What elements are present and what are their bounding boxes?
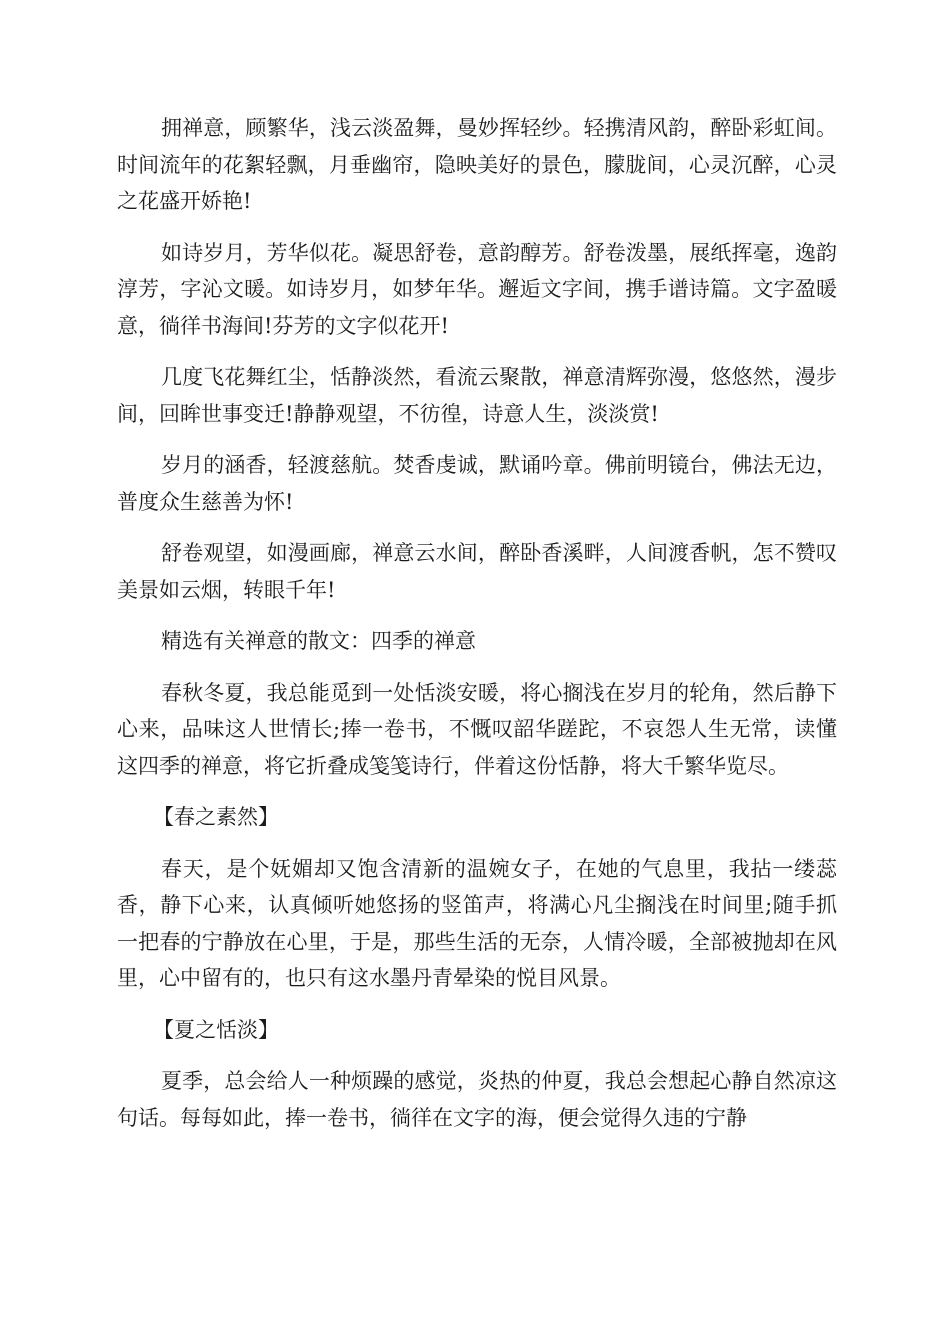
document-page [117, 110, 837, 1151]
paragraph-7: 春天，是个妩媚却又饱含清新的温婉女子，在她的气息里，我拈一缕蕊香，静下心来，认真倾听她悠扬的竖笛声，将满心凡尘搁浅在时间里;随手抓一把春的宁静放在心里，于是，那些生活的无奈，人情冷暖，全部被抛却在风里，心中留有的，也只有这水墨丹青晕染的悦目风景。 [117, 856, 837, 990]
paragraph-2: 如诗岁月，芳华似花。凝思舒卷，意韵醇芳。舒卷泼墨，展纸挥毫，逸韵淳芳，字沁文暖。如诗岁月，如梦年华。邂逅文字间，携手谱诗篇。文字盈暖意，徜徉书海间!芬芳的文字似花开! [117, 240, 837, 338]
paragraph-5: 舒卷观望，如漫画廊，禅意云水间，醉卧香溪畔，人间渡香帆，怎不赞叹美景如云烟，转眼千年! [117, 541, 837, 602]
paragraph-1: 拥禅意，顾繁华，浅云淡盈舞，曼妙挥轻纱。轻携清风韵，醉卧彩虹间。时间流年的花絮轻飘，月垂幽帘，隐映美好的景色，朦胧间，心灵沉醉，心灵之花盛开娇艳! [117, 116, 837, 213]
essay-heading: 精选有关禅意的散文：四季的禅意 [161, 629, 476, 653]
paragraph-8: 夏季，总会给人一种烦躁的感觉，炎热的仲夏，我总会想起心静自然凉这句话。每每如此，捧一卷书，徜徉在文字的海，便会觉得久违的宁静 [117, 1069, 837, 1130]
paragraph-6: 春秋冬夏，我总能觅到一处恬淡安暖，将心搁浅在岁月的轮角，然后静下心来，品味这人世情长;捧一卷书，不慨叹韶华蹉跎，不哀怨人生无常，读懂这四季的禅意，将它折叠成笺笺诗行，伴着这份恬静，将大千繁华览尽。 [117, 680, 837, 778]
section-title-spring: 【春之素然】 [153, 805, 279, 829]
paragraph-3: 几度飞花舞红尘，恬静淡然，看流云聚散，禅意清辉弥漫，悠悠然，漫步间，回眸世事变迁!静静观望，不彷徨，诗意人生，淡淡赏! [117, 365, 837, 426]
section-title-summer: 【夏之恬淡】 [153, 1017, 279, 1042]
paragraph-4: 岁月的涵香，轻渡慈航。焚香虔诚，默诵吟章。佛前明镜台，佛法无边，普度众生慈善为怀! [117, 453, 837, 514]
